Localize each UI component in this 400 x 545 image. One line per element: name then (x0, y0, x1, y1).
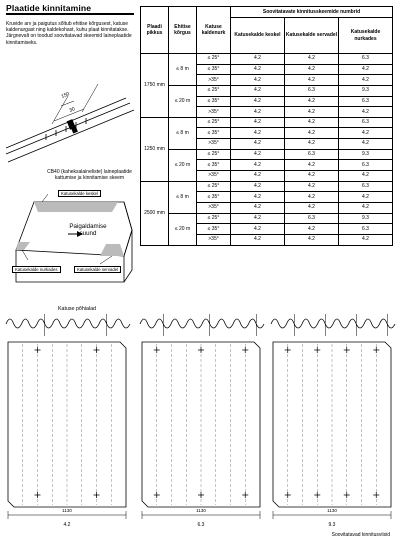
cell-scheme: 4.2 (231, 64, 285, 75)
dimension-label: 1130 (196, 508, 206, 513)
screw-cross (314, 492, 320, 498)
cell-scheme: 4.2 (231, 213, 285, 224)
cell-scheme: 4.2 (285, 160, 339, 171)
cell-slope: >35° (197, 234, 231, 245)
wave-profile (6, 319, 130, 328)
dimension-label: 1130 (327, 508, 337, 513)
cell-scheme: 4.2 (285, 202, 339, 213)
cell-scheme: 6.3 (285, 85, 339, 96)
page-title: Plaatide kinnitamine (6, 3, 92, 13)
cell-scheme: 4.2 (285, 139, 339, 150)
cell-scheme: 4.2 (231, 107, 285, 118)
dimension-label: 1130 (62, 508, 72, 513)
cell-slope: ≤ 25° (197, 213, 231, 224)
dim-150: 150 (60, 91, 71, 100)
cell-scheme: 4.2 (339, 139, 393, 150)
cell-scheme: 4.2 (285, 224, 339, 235)
cell-scheme: 4.2 (231, 96, 285, 107)
screw-cross (35, 492, 41, 498)
cell-scheme: 4.2 (285, 117, 339, 128)
cell-scheme: 4.2 (231, 224, 285, 235)
cell-scheme: 9.3 (339, 85, 393, 96)
cell-height: ≤ 20 m (169, 85, 197, 117)
cell-scheme: 4.2 (339, 171, 393, 182)
header-height: Ehitise kõrgus (169, 7, 197, 54)
cell-width: 1750 mm (141, 54, 169, 118)
cell-slope: ≤ 35° (197, 64, 231, 75)
cell-slope: ≤ 25° (197, 54, 231, 65)
cell-scheme: 4.2 (285, 234, 339, 245)
cell-slope: ≤ 35° (197, 224, 231, 235)
cell-scheme: 4.2 (231, 128, 285, 139)
cell-scheme: 4.2 (339, 64, 393, 75)
header-width: Plaadi pikkus (141, 7, 169, 54)
cell-height: ≤ 8 m (169, 181, 197, 213)
cell-scheme: 4.2 (285, 181, 339, 192)
cell-scheme: 4.2 (231, 117, 285, 128)
cell-scheme: 4.2 (231, 54, 285, 65)
screw-cross (285, 492, 291, 498)
label-ridge: Katusekalde keskel (58, 190, 101, 197)
bottom-caption: Soovitatavad kinnitusviisid (331, 532, 390, 538)
cell-scheme: 4.2 (339, 107, 393, 118)
cell-scheme: 4.2 (231, 234, 285, 245)
dim-30: 30 (68, 106, 76, 114)
header-corners: Katusekalde nurkades (339, 18, 393, 54)
wave-profile (271, 319, 395, 328)
table-row (141, 85, 393, 96)
cell-slope: >35° (197, 139, 231, 150)
table-row (141, 213, 393, 224)
scheme-label: 9.3 (328, 522, 336, 528)
cell-scheme: 4.2 (339, 128, 393, 139)
scheme-label: 4.2 (63, 522, 71, 528)
label-edge: Katusekalde servadel (74, 266, 121, 273)
table-row (141, 181, 393, 192)
figure2-caption: Katuse põhialad (58, 306, 96, 312)
cell-slope: >35° (197, 171, 231, 182)
cell-scheme: 6.3 (339, 117, 393, 128)
cell-slope: ≤ 25° (197, 85, 231, 96)
cell-scheme: 4.2 (231, 75, 285, 86)
table-row (141, 149, 393, 160)
screw-cross (94, 347, 100, 353)
screw-cross (94, 492, 100, 498)
cell-scheme: 6.3 (285, 213, 339, 224)
intro-text: Kruvide arv ja paigutus sõltub ehitise kõrgusest, katuse kaldenurgast ning kaldekohast, kuhu plaat kinnitatakse. Järgnevalt on toodud soovitatavad skeemid laineplaatide kinnitamiseks. (6, 21, 132, 46)
cell-height: ≤ 8 m (169, 117, 197, 149)
cell-scheme: 6.3 (339, 181, 393, 192)
cell-scheme: 4.2 (285, 192, 339, 203)
screw-cross (373, 347, 379, 353)
cell-slope: ≤ 25° (197, 181, 231, 192)
screw-cross (35, 347, 41, 353)
cell-height: ≤ 20 m (169, 149, 197, 181)
cell-scheme: 4.2 (231, 85, 285, 96)
cell-scheme: 6.3 (339, 54, 393, 65)
cell-slope: >35° (197, 202, 231, 213)
cell-scheme: 4.2 (285, 54, 339, 65)
cell-scheme: 4.2 (285, 171, 339, 182)
label-eaves: Katusekalde nurkades (12, 266, 61, 273)
header-edges: Katusekalde servadel (285, 18, 339, 54)
cell-scheme: 4.2 (231, 192, 285, 203)
cell-slope: ≤ 35° (197, 192, 231, 203)
cell-scheme: 4.2 (339, 75, 393, 86)
cell-scheme: 6.3 (339, 96, 393, 107)
fastening-schemes (0, 312, 400, 534)
screw-cross (314, 347, 320, 353)
screw-cross (198, 347, 204, 353)
scheme-label: 6.3 (197, 522, 205, 528)
header-slope: Katuse kaldenurk (197, 7, 231, 54)
cell-scheme: 4.2 (339, 202, 393, 213)
cell-slope: ≤ 35° (197, 96, 231, 107)
fastening-table (140, 6, 393, 246)
cell-scheme: 4.2 (231, 149, 285, 160)
cell-scheme: 9.3 (339, 213, 393, 224)
cell-scheme: 4.2 (231, 160, 285, 171)
cell-height: ≤ 8 m (169, 54, 197, 86)
header-group: Soovitatavate kinnitusskeemide numbrid (231, 7, 393, 18)
screw-cross (373, 492, 379, 498)
roof-areas-diagram (8, 190, 136, 302)
screw-cross (242, 492, 248, 498)
cell-scheme: 4.2 (231, 139, 285, 150)
cell-scheme: 4.2 (231, 171, 285, 182)
label-direction: Paigaldamise suund (69, 223, 107, 237)
cell-scheme: 6.3 (285, 149, 339, 160)
cell-scheme: 6.3 (339, 224, 393, 235)
overlap-diagram (6, 76, 140, 168)
screw-cross (154, 347, 160, 353)
cell-width: 2500 mm (141, 181, 169, 245)
cell-scheme: 4.2 (339, 192, 393, 203)
screw-cross (154, 492, 160, 498)
screw-cross (242, 347, 248, 353)
screw-cross (344, 492, 350, 498)
screw-cross (198, 492, 204, 498)
cell-slope: >35° (197, 107, 231, 118)
table-row (141, 54, 393, 65)
cell-height: ≤ 20 m (169, 213, 197, 245)
table-row (141, 117, 393, 128)
cell-scheme: 4.2 (285, 96, 339, 107)
wave-profile (140, 319, 264, 328)
cell-scheme: 4.2 (285, 64, 339, 75)
screw-cross (285, 347, 291, 353)
cell-scheme: 4.2 (285, 75, 339, 86)
cell-slope: ≤ 25° (197, 117, 231, 128)
cell-scheme: 4.2 (285, 128, 339, 139)
header-center: Katusekalde keskel (231, 18, 285, 54)
cell-scheme: 4.2 (231, 181, 285, 192)
figure1-caption: CB40 (kaheksalaineliste) laineplaatide kattumise ja kinnitamise skeem (47, 169, 132, 181)
cell-scheme: 4.2 (231, 202, 285, 213)
cell-scheme: 4.2 (285, 107, 339, 118)
cell-scheme: 4.2 (339, 234, 393, 245)
cell-scheme: 6.3 (339, 160, 393, 171)
cell-scheme: 9.3 (339, 149, 393, 160)
screw-cross (344, 347, 350, 353)
cell-slope: >35° (197, 75, 231, 86)
cell-slope: ≤ 35° (197, 128, 231, 139)
cell-width: 1250 mm (141, 117, 169, 181)
cell-slope: ≤ 35° (197, 160, 231, 171)
cell-slope: ≤ 25° (197, 149, 231, 160)
